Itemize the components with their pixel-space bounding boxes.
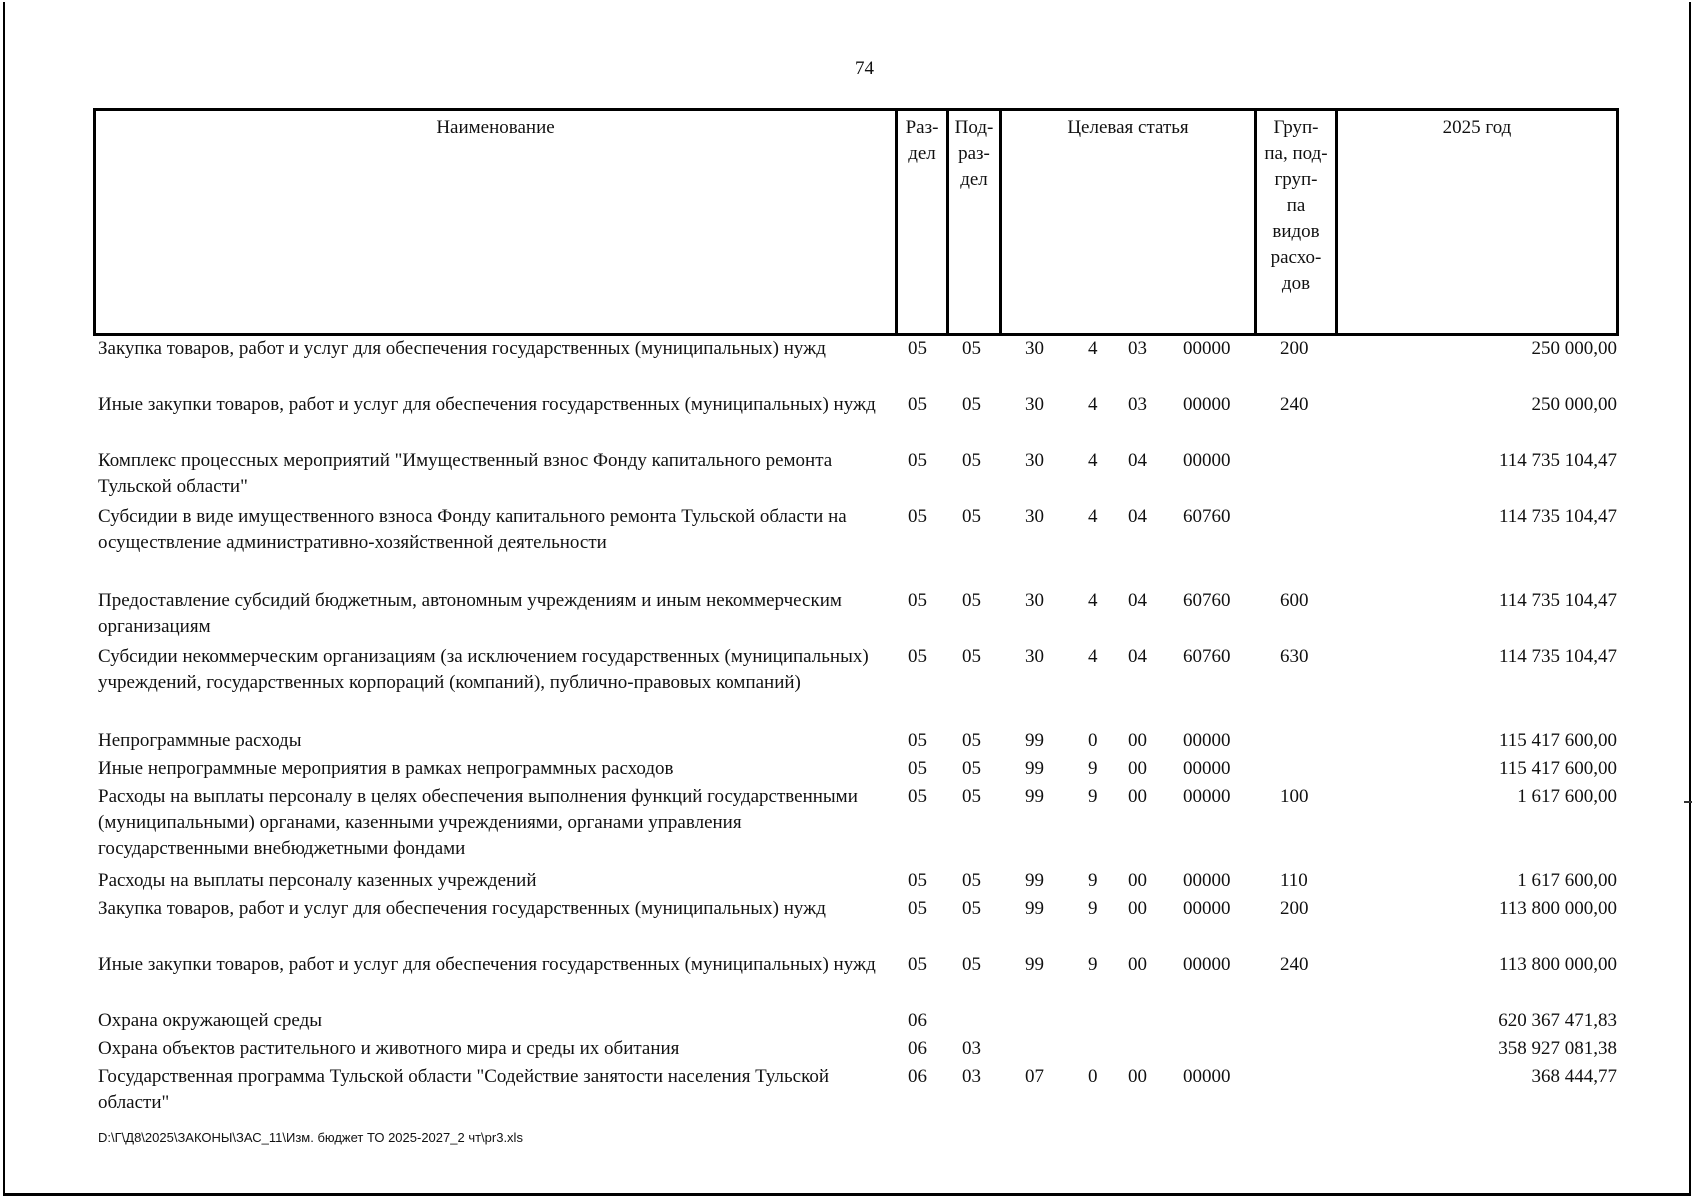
row-podrazdel: 05 bbox=[962, 646, 981, 667]
row-name: Закупка товаров, работ и услуг для обеспечения государственных (муниципальных) нужд bbox=[98, 338, 826, 359]
row-podrazdel: 05 bbox=[962, 870, 981, 891]
row-name: Иные закупки товаров, работ и услуг для обеспечения государственных (муниципальных) нужд bbox=[98, 394, 876, 415]
row-podrazdel: 05 bbox=[962, 758, 981, 779]
row-direction: 00000 bbox=[1183, 898, 1231, 919]
row-name: Иные непрограммные мероприятия в рамках непрограммных расходов bbox=[98, 758, 674, 779]
row-name: Охрана окружающей среды bbox=[98, 1010, 323, 1031]
row-razdel: 06 bbox=[908, 1066, 927, 1087]
row-razdel: 05 bbox=[908, 338, 927, 359]
row-type: 9 bbox=[1088, 870, 1098, 891]
row-type: 4 bbox=[1088, 506, 1098, 527]
row-razdel: 05 bbox=[908, 590, 927, 611]
row-razdel: 05 bbox=[908, 898, 927, 919]
row-program: 07 bbox=[1025, 1066, 1044, 1087]
row-element: 03 bbox=[1128, 394, 1147, 415]
row-gruppa: 240 bbox=[1280, 394, 1309, 415]
row-amount: 114 735 104,47 bbox=[1498, 590, 1617, 611]
row-gruppa: 630 bbox=[1280, 646, 1309, 667]
row-gruppa: 100 bbox=[1280, 786, 1309, 807]
row-razdel: 05 bbox=[908, 646, 927, 667]
row-razdel: 05 bbox=[908, 870, 927, 891]
row-razdel: 05 bbox=[908, 758, 927, 779]
row-element: 00 bbox=[1128, 954, 1147, 975]
row-gruppa: 200 bbox=[1280, 898, 1309, 919]
row-direction: 00000 bbox=[1183, 954, 1231, 975]
row-amount: 358 927 081,38 bbox=[1498, 1038, 1617, 1059]
row-razdel: 05 bbox=[908, 730, 927, 751]
row-amount: 115 417 600,00 bbox=[1498, 758, 1617, 779]
row-program: 99 bbox=[1025, 786, 1044, 807]
row-program: 30 bbox=[1025, 590, 1044, 611]
table-header bbox=[93, 108, 1619, 336]
file-path: D:\Г\Д8\2025\ЗАКОНЫ\ЗАС_11\Изм. бюджет ТО 2025-2027_2 чт\pr3.xls bbox=[98, 1130, 523, 1145]
row-podrazdel: 05 bbox=[962, 338, 981, 359]
row-program: 99 bbox=[1025, 758, 1044, 779]
row-element: 04 bbox=[1128, 450, 1147, 471]
row-type: 4 bbox=[1088, 338, 1098, 359]
header-razdel: Раз- дел bbox=[905, 117, 939, 164]
row-name: Иные закупки товаров, работ и услуг для обеспечения государственных (муниципальных) нужд bbox=[98, 954, 876, 975]
row-razdel: 05 bbox=[908, 786, 927, 807]
row-program: 30 bbox=[1025, 394, 1044, 415]
row-program: 30 bbox=[1025, 338, 1044, 359]
row-program: 99 bbox=[1025, 730, 1044, 751]
row-podrazdel: 05 bbox=[962, 590, 981, 611]
page-number: 74 bbox=[855, 58, 874, 79]
row-element: 00 bbox=[1128, 730, 1147, 751]
row-element: 00 bbox=[1128, 898, 1147, 919]
row-type: 9 bbox=[1088, 758, 1098, 779]
row-direction: 00000 bbox=[1183, 786, 1231, 807]
row-direction: 00000 bbox=[1183, 450, 1231, 471]
row-podrazdel: 05 bbox=[962, 898, 981, 919]
row-element: 04 bbox=[1128, 506, 1147, 527]
row-direction: 00000 bbox=[1183, 338, 1231, 359]
row-type: 4 bbox=[1088, 450, 1098, 471]
row-name: Государственная программа Тульской области "Содействие занятости населения Тульской области" bbox=[98, 1066, 830, 1113]
row-podrazdel: 05 bbox=[962, 954, 981, 975]
row-gruppa: 600 bbox=[1280, 590, 1309, 611]
row-direction: 00000 bbox=[1183, 394, 1231, 415]
row-type: 4 bbox=[1088, 394, 1098, 415]
row-program: 99 bbox=[1025, 898, 1044, 919]
row-name: Расходы на выплаты персоналу в целях обеспечения выполнения функций государственными (муниципальными) органами, казенными учреждениями, органами управления государственными внебюджетными фондами bbox=[98, 786, 858, 859]
row-amount: 114 735 104,47 bbox=[1498, 450, 1617, 471]
row-direction: 00000 bbox=[1183, 730, 1231, 751]
row-podrazdel: 03 bbox=[962, 1038, 981, 1059]
row-amount: 115 417 600,00 bbox=[1498, 730, 1617, 751]
row-type: 9 bbox=[1088, 786, 1098, 807]
row-name: Охрана объектов растительного и животного мира и среды их обитания bbox=[98, 1038, 680, 1059]
row-podrazdel: 05 bbox=[962, 394, 981, 415]
row-program: 30 bbox=[1025, 646, 1044, 667]
row-name: Комплекс процессных мероприятий "Имущественный взнос Фонду капитального ремонта Тульской области" bbox=[98, 450, 833, 497]
row-razdel: 05 bbox=[908, 506, 927, 527]
header-podrazdel: Под- раз- дел bbox=[954, 117, 994, 190]
row-gruppa: 200 bbox=[1280, 338, 1309, 359]
header-celevaya: Целевая статья bbox=[1067, 117, 1189, 138]
row-amount: 620 367 471,83 bbox=[1498, 1010, 1617, 1031]
row-element: 00 bbox=[1128, 1066, 1147, 1087]
row-razdel: 05 bbox=[908, 394, 927, 415]
row-program: 99 bbox=[1025, 954, 1044, 975]
row-razdel: 05 bbox=[908, 450, 927, 471]
row-razdel: 06 bbox=[908, 1010, 927, 1031]
row-amount: 113 800 000,00 bbox=[1498, 898, 1617, 919]
row-element: 00 bbox=[1128, 786, 1147, 807]
row-direction: 60760 bbox=[1183, 646, 1231, 667]
row-type: 0 bbox=[1088, 1066, 1098, 1087]
row-type: 4 bbox=[1088, 590, 1098, 611]
row-amount: 114 735 104,47 bbox=[1498, 646, 1617, 667]
row-podrazdel: 03 bbox=[962, 1066, 981, 1087]
row-name: Предоставление субсидий бюджетным, автономным учреждениям и иным некоммерческим организациям bbox=[98, 590, 842, 637]
row-element: 04 bbox=[1128, 590, 1147, 611]
row-podrazdel: 05 bbox=[962, 730, 981, 751]
header-gruppa: Груп- па, под- груп- па видов расхо- дов bbox=[1264, 117, 1328, 294]
row-program: 30 bbox=[1025, 450, 1044, 471]
row-razdel: 06 bbox=[908, 1038, 927, 1059]
row-direction: 00000 bbox=[1183, 870, 1231, 891]
row-name: Субсидии некоммерческим организациям (за исключением государственных (муниципальных) учреждений, государственных корпораций (компаний), публично-правовых компаний) bbox=[98, 646, 869, 693]
row-name: Субсидии в виде имущественного взноса Фонду капитального ремонта Тульской области на осуществление административно-хозяйственной деятельности bbox=[98, 506, 847, 553]
row-podrazdel: 05 bbox=[962, 786, 981, 807]
row-name: Расходы на выплаты персоналу казенных учреждений bbox=[98, 870, 537, 891]
row-gruppa: 110 bbox=[1280, 870, 1308, 891]
row-name: Закупка товаров, работ и услуг для обеспечения государственных (муниципальных) нужд bbox=[98, 898, 826, 919]
row-direction: 60760 bbox=[1183, 590, 1231, 611]
row-type: 4 bbox=[1088, 646, 1098, 667]
row-podrazdel: 05 bbox=[962, 506, 981, 527]
row-amount: 1 617 600,00 bbox=[1517, 870, 1617, 891]
row-element: 00 bbox=[1128, 758, 1147, 779]
header-name: Наименование bbox=[436, 117, 555, 138]
row-amount: 114 735 104,47 bbox=[1498, 506, 1617, 527]
row-program: 30 bbox=[1025, 506, 1044, 527]
row-direction: 00000 bbox=[1183, 1066, 1231, 1087]
row-podrazdel: 05 bbox=[962, 450, 981, 471]
row-amount: 250 000,00 bbox=[1531, 394, 1617, 415]
row-direction: 60760 bbox=[1183, 506, 1231, 527]
row-element: 04 bbox=[1128, 646, 1147, 667]
row-element: 03 bbox=[1128, 338, 1147, 359]
row-type: 9 bbox=[1088, 954, 1098, 975]
row-type: 0 bbox=[1088, 730, 1098, 751]
row-amount: 368 444,77 bbox=[1531, 1066, 1617, 1087]
row-name: Непрограммные расходы bbox=[98, 730, 302, 751]
row-direction: 00000 bbox=[1183, 758, 1231, 779]
row-gruppa: 240 bbox=[1280, 954, 1309, 975]
row-razdel: 05 bbox=[908, 954, 927, 975]
row-program: 99 bbox=[1025, 870, 1044, 891]
scan-mark bbox=[1684, 801, 1692, 803]
row-amount: 113 800 000,00 bbox=[1498, 954, 1617, 975]
row-element: 00 bbox=[1128, 870, 1147, 891]
row-type: 9 bbox=[1088, 898, 1098, 919]
row-amount: 250 000,00 bbox=[1531, 338, 1617, 359]
row-amount: 1 617 600,00 bbox=[1517, 786, 1617, 807]
header-year: 2025 год bbox=[1442, 117, 1512, 138]
